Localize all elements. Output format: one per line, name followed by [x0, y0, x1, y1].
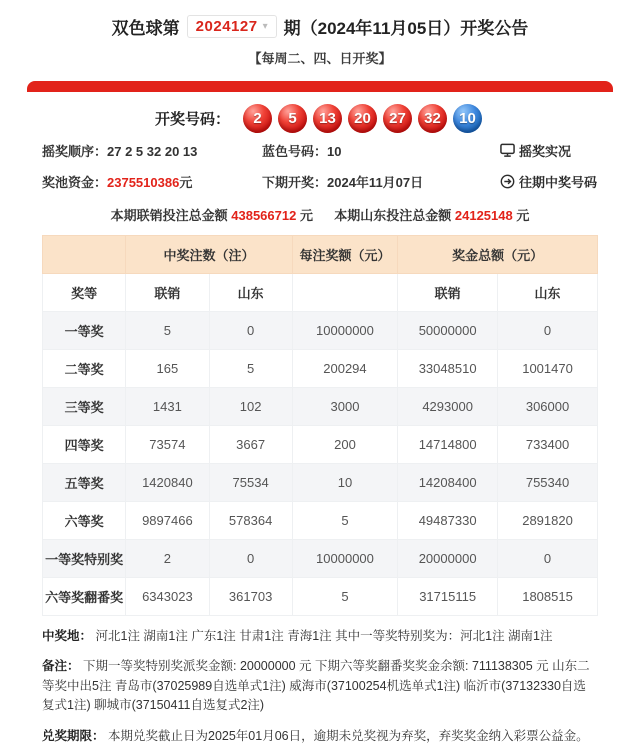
remark-text: 下期一等奖特别奖派奖金额: 20000000 元 下期六等奖翻番奖奖金余额: 711138305 元 山东二等奖中出5注 青岛市(37025989自选单式1注) 威海市(37100254机选单式1注) 临沂市(37132330自选复式1注) 聊城市(37150411自选复式2注): [42, 659, 590, 713]
winning-numbers: [240, 104, 485, 133]
prize-value: 1808515: [498, 578, 598, 616]
prize-value: 49487330: [398, 502, 498, 540]
red-ball: 13: [313, 104, 342, 133]
prize-row: [43, 388, 598, 426]
draw-schedule-note: 【每周二、四、日开奖】: [248, 51, 392, 66]
prize-table-body: [43, 312, 598, 616]
prize-value: 0: [209, 540, 292, 578]
prize-value: 5: [292, 502, 397, 540]
prize-tier: 六等奖翻番奖: [43, 578, 126, 616]
history-numbers-link[interactable]: [500, 172, 597, 191]
jackpot: [42, 172, 262, 192]
blue-number: [262, 141, 500, 161]
prize-value: 14208400: [398, 464, 498, 502]
winners-location-line: [42, 627, 598, 646]
prize-value: 9897466: [126, 502, 209, 540]
winners-location-text: 河北1注 湖南1注 广东1注 甘肃1注 青海1注 其中一等奖特别奖为：河北1注 湖南1注: [95, 629, 553, 643]
prize-value: 31715115: [398, 578, 498, 616]
prize-value: 1431: [126, 388, 209, 426]
prize-row: [43, 578, 598, 616]
prize-table: [42, 235, 598, 616]
prize-row: [43, 350, 598, 388]
next-draw-date: 2024年11月07日: [327, 175, 424, 190]
prize-value: 200: [292, 426, 397, 464]
prize-value: 2: [126, 540, 209, 578]
prize-value: 4293000: [398, 388, 498, 426]
prize-row: [43, 312, 598, 350]
prize-tier: 二等奖: [43, 350, 126, 388]
draw-order-value: 27 2 5 32 20 13: [107, 144, 198, 159]
deadline-label: 兑奖期限：: [42, 728, 105, 743]
issue-number-select[interactable]: [187, 15, 277, 38]
blue-number-label: 蓝色号码：: [262, 144, 328, 159]
header-total-prize: 奖金总额（元）: [398, 236, 598, 274]
red-ball: 20: [348, 104, 377, 133]
prize-tier: 一等奖特别奖: [43, 540, 126, 578]
prize-value: 33048510: [398, 350, 498, 388]
draw-order-label: 摇奖顺序：: [42, 144, 108, 159]
prize-value: 755340: [498, 464, 598, 502]
prize-value: 3667: [209, 426, 292, 464]
prize-row: [43, 540, 598, 578]
prize-tier: 四等奖: [43, 426, 126, 464]
announcement-card: [27, 81, 613, 752]
prize-value: 5: [126, 312, 209, 350]
national-total-amount: 438566712: [231, 208, 297, 223]
winners-location-label: 中奖地：: [42, 629, 93, 643]
header-total-lianxiao: 联销: [398, 274, 498, 312]
deadline-text: 本期兑奖截止日为2025年01月06日，逾期未兑奖视为弃奖，弃奖奖金纳入彩票公益金。: [108, 728, 589, 743]
prize-row: [43, 464, 598, 502]
prize-value: 10: [292, 464, 397, 502]
card-top-red-bar: [27, 81, 613, 92]
live-draw-label: 摇奖实况: [519, 144, 572, 159]
red-ball: 27: [383, 104, 412, 133]
blue-ball: 10: [453, 104, 482, 133]
prize-tier: 五等奖: [43, 464, 126, 502]
prize-tier: 六等奖: [43, 502, 126, 540]
prize-value: 5: [292, 578, 397, 616]
prize-value: 10000000: [292, 540, 397, 578]
sales-totals: [42, 205, 598, 224]
red-ball: 5: [278, 104, 307, 133]
remark-line: [42, 657, 598, 715]
prize-value: 733400: [498, 426, 598, 464]
page-title: [0, 14, 640, 39]
prize-value: 1001470: [498, 350, 598, 388]
prize-value: 1420840: [126, 464, 209, 502]
card-body: [27, 102, 613, 746]
draw-order: [42, 141, 262, 161]
prize-value: 2891820: [498, 502, 598, 540]
red-ball: 32: [418, 104, 447, 133]
prize-value: 75534: [209, 464, 292, 502]
header-empty: [43, 236, 126, 274]
remark-label: 备注：: [42, 659, 80, 674]
national-total-label: 本期联销投注总金额: [110, 208, 228, 223]
prize-tier: 一等奖: [43, 312, 126, 350]
arrow-circle-icon: [500, 174, 515, 189]
live-draw-link[interactable]: [500, 141, 571, 160]
prize-value: 50000000: [398, 312, 498, 350]
prize-value: 20000000: [398, 540, 498, 578]
prize-row: [43, 502, 598, 540]
header-count: 中奖注数（注）: [126, 236, 293, 274]
prize-row: [43, 426, 598, 464]
prize-value: 578364: [209, 502, 292, 540]
deadline-line: [42, 727, 598, 746]
title-suffix: 期（2024年11月05日）开奖公告: [283, 19, 529, 38]
history-numbers-label: 往期中奖号码: [519, 175, 598, 190]
prize-value: 10000000: [292, 312, 397, 350]
next-draw: [262, 172, 500, 192]
prize-value: 14714800: [398, 426, 498, 464]
national-total-unit: 元: [299, 208, 313, 223]
header-per-prize: 每注奖额（元）: [292, 236, 397, 274]
prize-value: 5: [209, 350, 292, 388]
shandong-total-amount: 24125148: [454, 208, 513, 223]
jackpot-label: 奖池资金：: [42, 175, 108, 190]
chevron-down-icon: ▾: [262, 20, 268, 32]
draw-info-grid: [42, 141, 598, 192]
prize-value: 306000: [498, 388, 598, 426]
header-count-lianxiao: 联销: [126, 274, 209, 312]
jackpot-amount: 2375510386: [107, 175, 180, 190]
jackpot-unit: 元: [179, 175, 193, 190]
prize-value: 165: [126, 350, 209, 388]
header-tier: 奖等: [43, 274, 126, 312]
prize-value: 200294: [292, 350, 397, 388]
next-draw-label: 下期开奖：: [262, 175, 328, 190]
prize-value: 3000: [292, 388, 397, 426]
prize-tier: 三等奖: [43, 388, 126, 426]
prize-value: 0: [498, 540, 598, 578]
monitor-icon: [500, 143, 515, 158]
winning-numbers-label: 开奖号码：: [154, 110, 230, 128]
red-ball: 2: [243, 104, 272, 133]
prize-table-header-row2: [43, 274, 598, 312]
blue-number-value: 10: [327, 144, 342, 159]
winning-numbers-row: [42, 102, 598, 134]
prize-value: 0: [209, 312, 292, 350]
issue-number-value: 2024127: [195, 18, 258, 35]
prize-table-header-row1: [43, 236, 598, 274]
prize-value: 102: [209, 388, 292, 426]
prize-value: 6343023: [126, 578, 209, 616]
header-per-empty: [292, 274, 397, 312]
title-prefix: 双色球第: [111, 19, 180, 38]
header-count-shandong: 山东: [209, 274, 292, 312]
shandong-total-unit: 元: [516, 208, 530, 223]
page-header: [0, 0, 640, 67]
shandong-total-label: 本期山东投注总金额: [334, 208, 452, 223]
prize-value: 73574: [126, 426, 209, 464]
prize-value: 0: [498, 312, 598, 350]
prize-value: 361703: [209, 578, 292, 616]
header-total-shandong: 山东: [498, 274, 598, 312]
